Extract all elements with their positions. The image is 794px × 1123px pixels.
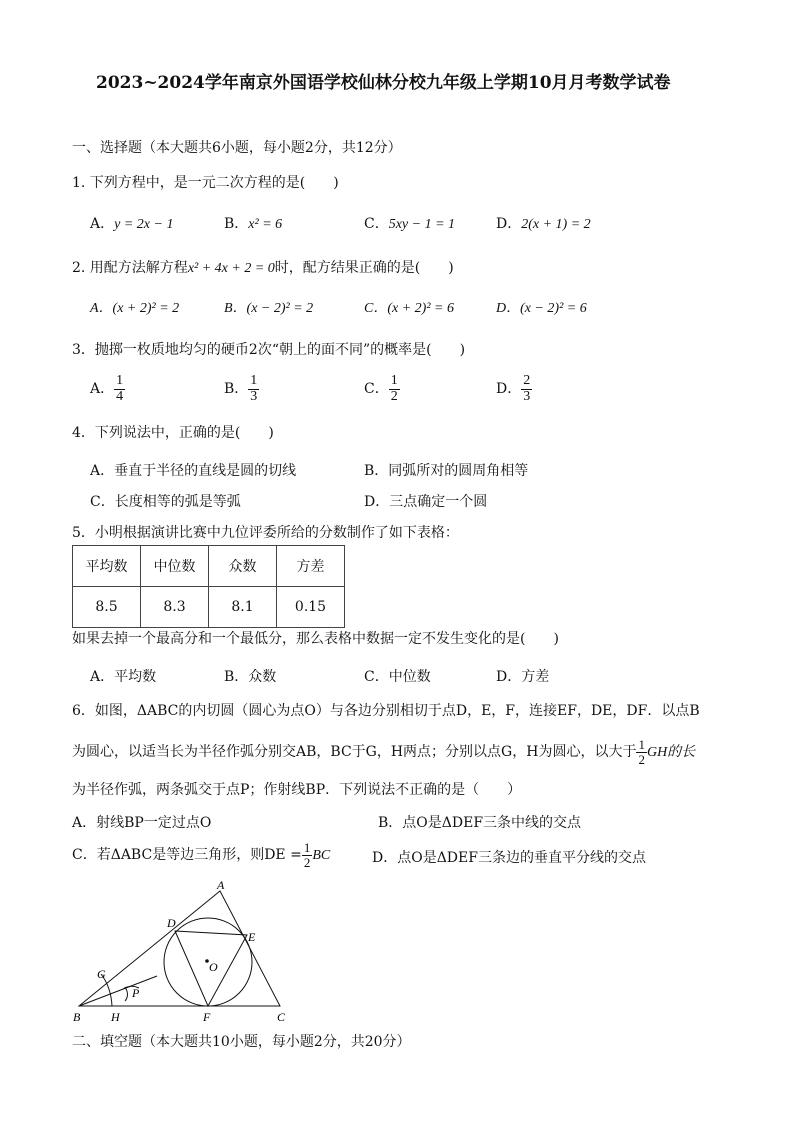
q3-option-b: B． $\frac{1}{3}$ bbox=[224, 373, 258, 404]
question-2-stem: 2. 用配方法解方程x² + 4x + 2 = 0时，配方结果正确的是( ) bbox=[72, 260, 454, 276]
q1-option-b: B．x² = 6 bbox=[224, 216, 283, 232]
section-heading-fill: 二、填空题（本大题共10小题，每小题2分，共20分） bbox=[72, 1034, 411, 1050]
table-cell: 0.15 bbox=[277, 587, 345, 628]
question-5-follow: 如果去掉一个最高分和一个最低分，那么表格中数据一定不发生变化的是( ) bbox=[72, 631, 559, 647]
q2-option-d: D．(x − 2)² = 6 bbox=[496, 301, 587, 316]
q2-option-a: A．(x + 2)² = 2 bbox=[90, 301, 180, 316]
q4-option-c: C．长度相等的弧是等弧 bbox=[90, 494, 241, 510]
label-d: D bbox=[167, 916, 176, 930]
label-p: P bbox=[132, 986, 140, 1000]
table-header-row bbox=[73, 546, 345, 587]
q6-option-d: D．点O是ΔDEF三条边的垂直平分线的交点 bbox=[372, 850, 646, 866]
question-5-stem: 5．小明根据演讲比赛中九位评委所给的分数制作了如下表格： bbox=[72, 525, 459, 541]
q6-option-b: B．点O是ΔDEF三条中线的交点 bbox=[378, 815, 582, 831]
q5-option-b: B．众数 bbox=[224, 669, 277, 685]
q1-option-d: D．2(x + 1) = 2 bbox=[496, 216, 591, 232]
question-4-stem: 4．下列说法中，正确的是( ) bbox=[72, 425, 274, 441]
q5-option-a: A．平均数 bbox=[90, 669, 157, 685]
q4-option-a: A．垂直于半径的直线是圆的切线 bbox=[90, 463, 297, 479]
label-a: A bbox=[217, 878, 225, 892]
label-g: G bbox=[97, 967, 106, 981]
label-e: E bbox=[248, 930, 256, 944]
q3-option-c: C． $\frac{1}{2}$ bbox=[364, 373, 398, 404]
q6-option-c: C．若ΔABC是等边三角形，则DE = $\frac{1}{2}$ BC bbox=[72, 840, 331, 870]
table-header-cell: 平均数 bbox=[73, 546, 141, 587]
q2-option-c: C．(x + 2)² = 6 bbox=[364, 301, 454, 316]
incircle-figure bbox=[65, 875, 305, 1025]
table-cell: 8.1 bbox=[209, 587, 277, 628]
q5-option-d: D．方差 bbox=[496, 669, 550, 685]
table-header-cell: 方差 bbox=[277, 546, 345, 587]
table-cell: 8.3 bbox=[141, 587, 209, 628]
table-header-cell: 众数 bbox=[209, 546, 277, 587]
q6-option-a: A．射线BP一定过点O bbox=[72, 815, 212, 831]
q1-option-a: A．y = 2x − 1 bbox=[90, 216, 174, 232]
question-3-stem: 3．抛掷一枚质地均匀的硬币2次“朝上的面不同”的概率是( ) bbox=[72, 342, 466, 358]
question-6-line3: 为半径作弧，两条弧交于点P；作射线BP．下列说法不正确的是（ ） bbox=[72, 782, 522, 798]
q3-option-a: A． $\frac{1}{4}$ bbox=[90, 373, 124, 404]
q1-option-c: C．5xy − 1 = 1 bbox=[364, 216, 456, 232]
score-stats-table bbox=[72, 545, 345, 628]
section-heading-choice: 一、选择题（本大题共6小题，每小题2分，共12分） bbox=[72, 140, 402, 156]
q4-option-d: D．三点确定一个圆 bbox=[364, 494, 488, 510]
question-1-stem: 1. 下列方程中，是一元二次方程的是( ) bbox=[72, 175, 339, 191]
table-cell: 8.5 bbox=[73, 587, 141, 628]
q3-option-d: D． $\frac{2}{3}$ bbox=[496, 373, 531, 404]
label-h: H bbox=[111, 1010, 120, 1024]
question-6-line1: 6．如图，ΔABC的内切圆（圆心为点O）与各边分别相切于点D，E，F，连接EF，DE，DF．以点B bbox=[72, 703, 700, 719]
arc-p1 bbox=[125, 987, 128, 1001]
page-title: 2023~2024学年南京外国语学校仙林分校九年级上学期10月月考数学试卷 bbox=[96, 73, 671, 93]
table-row bbox=[73, 587, 345, 628]
q5-option-c: C．中位数 bbox=[364, 669, 431, 685]
label-b: B bbox=[73, 1010, 81, 1024]
label-o: O bbox=[209, 960, 218, 974]
q4-option-b: B．同弧所对的圆周角相等 bbox=[364, 463, 529, 479]
question-6-line2: 为圆心，以适当长为半径作弧分别交AB，BC于G，H两点；分别以点G，H为圆心，以大于 $\frac{1}{2}$ GH的长 bbox=[72, 737, 696, 767]
label-f: F bbox=[203, 1010, 211, 1024]
q2-option-b: B．(x − 2)² = 2 bbox=[224, 301, 314, 316]
table-header-cell: 中位数 bbox=[141, 546, 209, 587]
label-c: C bbox=[277, 1010, 286, 1024]
ray-bp bbox=[79, 976, 157, 1006]
